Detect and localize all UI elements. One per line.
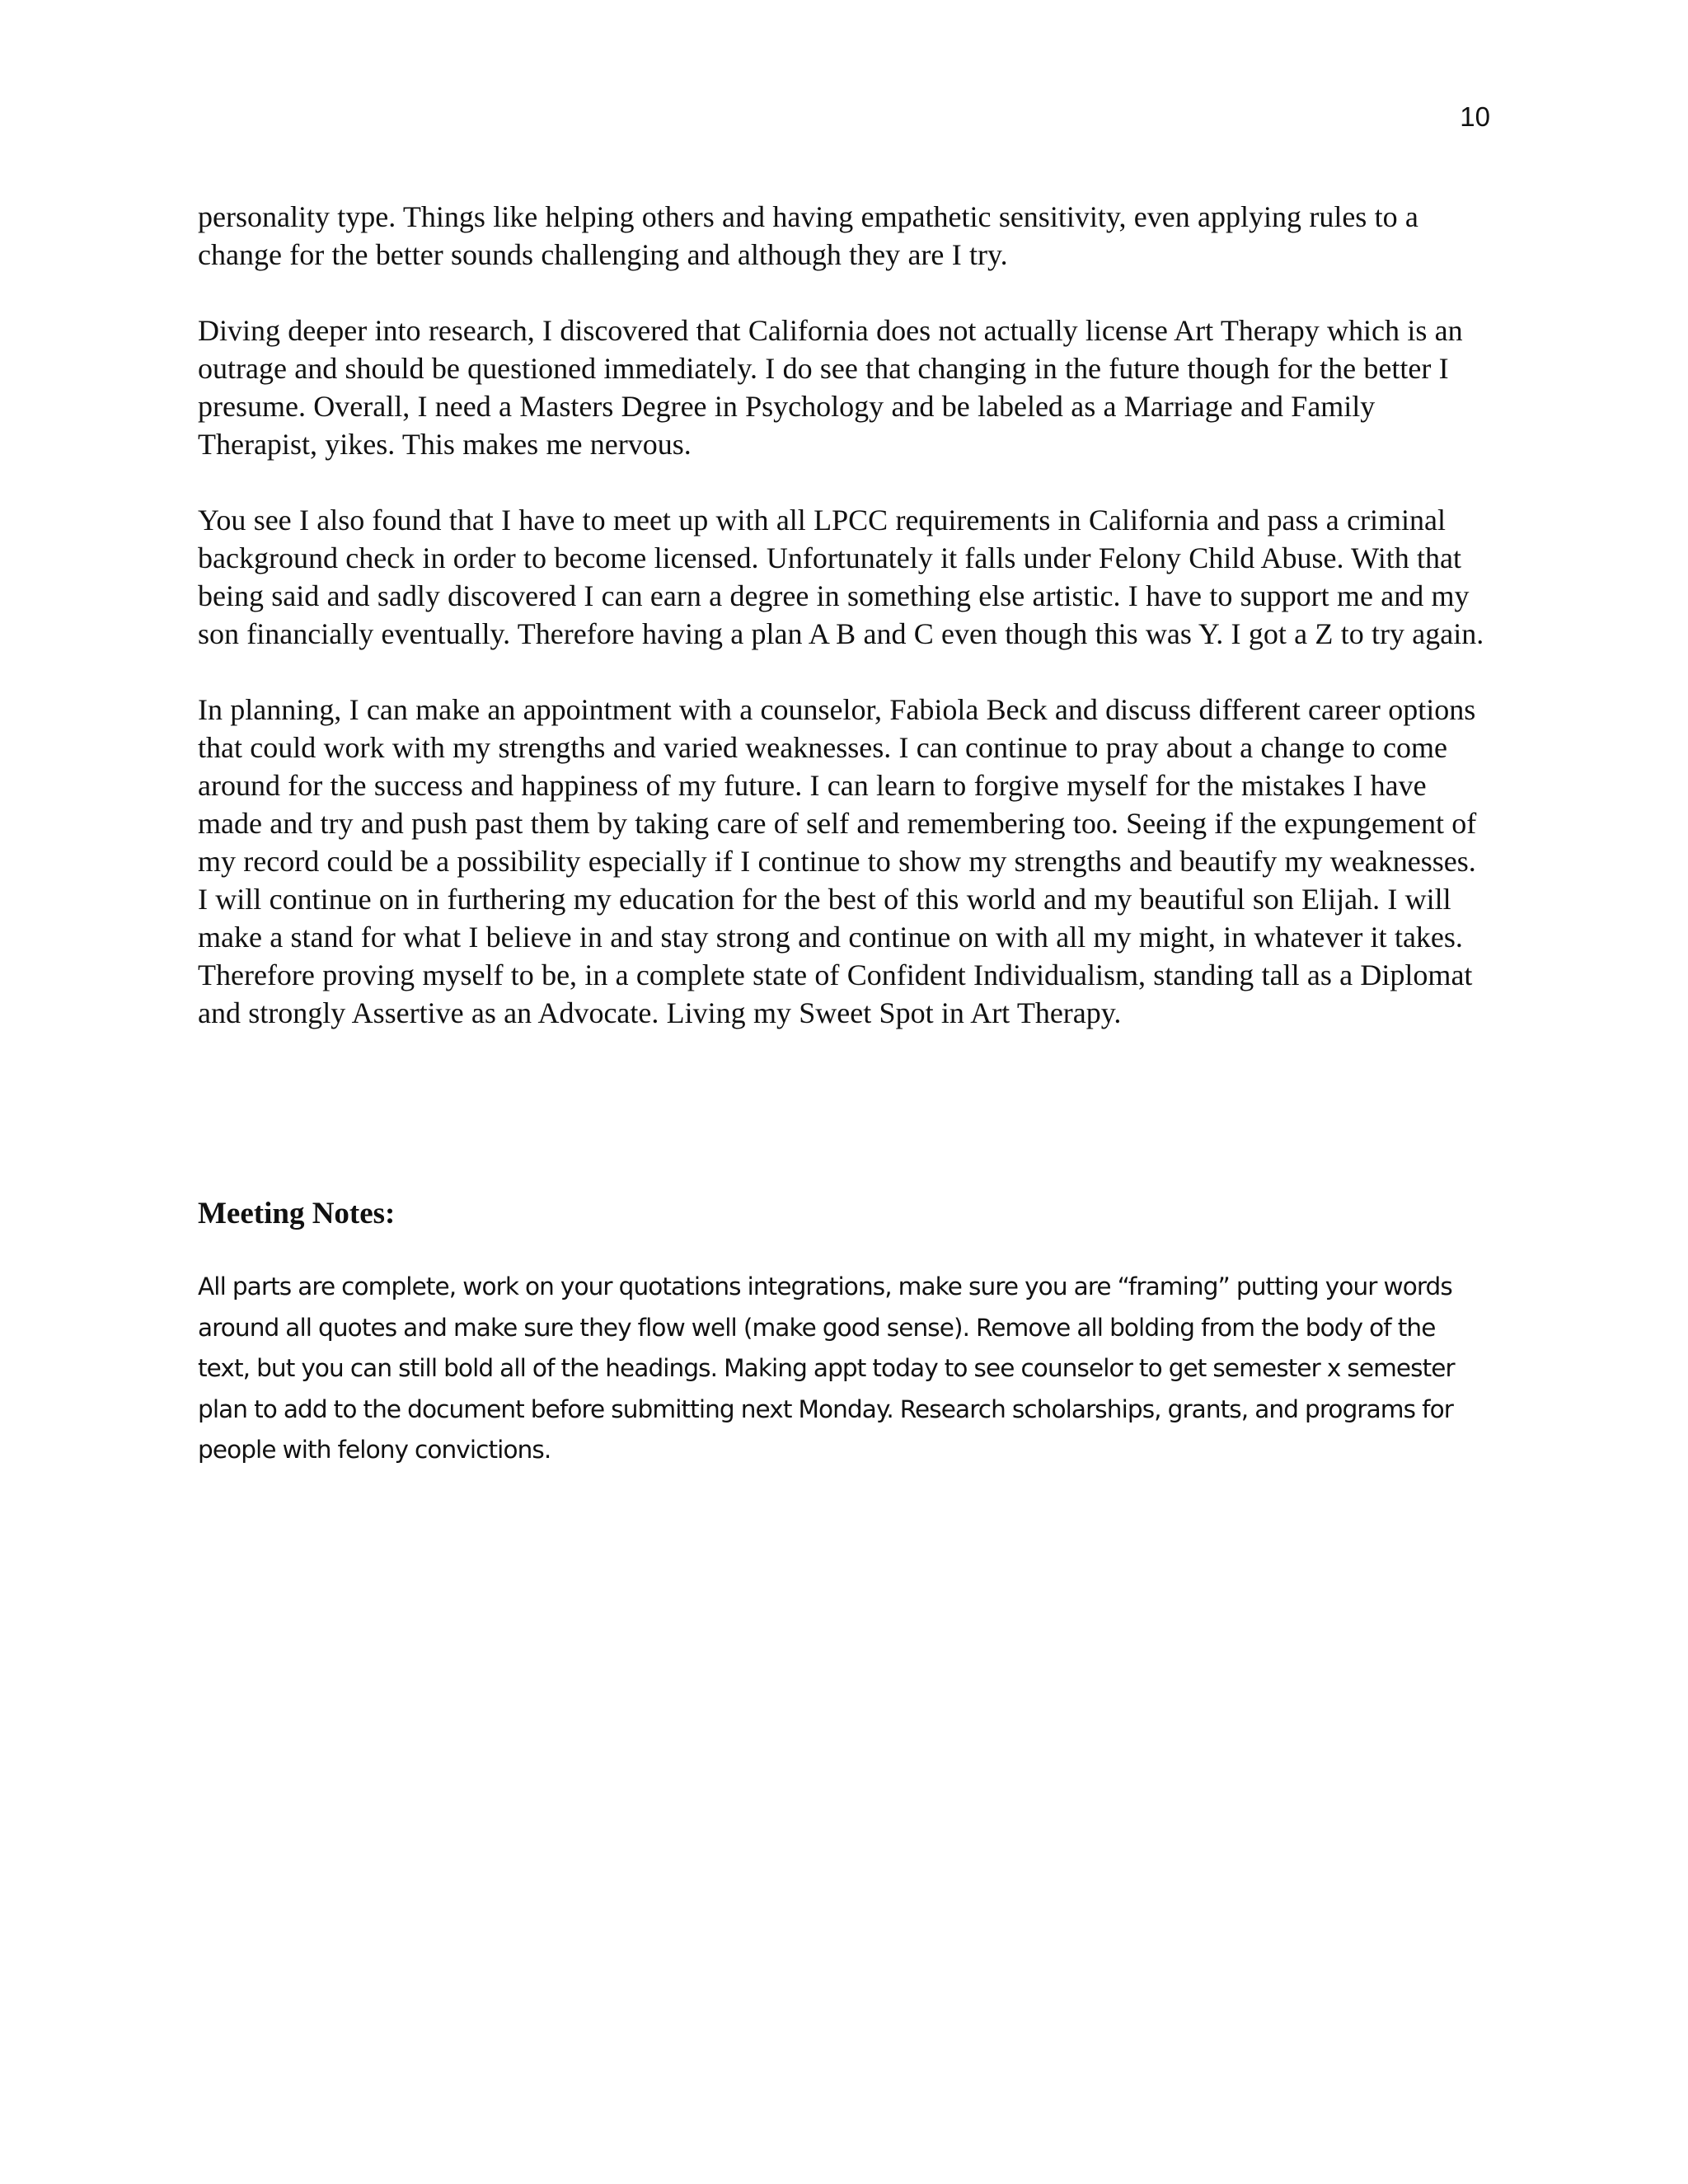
meeting-notes-heading: Meeting Notes: [198, 1197, 396, 1230]
page-number: 10 [1460, 101, 1490, 132]
paragraph-requirements: You see I also found that I have to meet up with all LPCC requirements in California and pass a criminal background check in order to become licensed. Unfortunately it falls under Felony Child Abuse. With that being said and sadly discovered I can earn a degree in something else artistic. I have to support me and my son financially eventually. Therefore having a plan A B and C even though this was Y. I got a Z to try again. [198, 504, 1484, 650]
paragraph-personality-type: personality type. Things like helping others and having empathetic sensitivity, even applying rules to a change for the better sounds challenging and although they are I try. [198, 200, 1418, 271]
paragraph-research: Diving deeper into research, I discovered that California does not actually license Art Therapy which is an outrage and should be questioned immediately. I do see that changing in the future though for the better I presume. Overall, I need a Masters Degree in Psychology and be labeled as a Marriage and Family Therapist, yikes. This makes me nervous. [198, 314, 1463, 461]
body-text [198, 198, 1492, 1070]
paragraph-planning: In planning, I can make an appointment with a counselor, Fabiola Beck and discuss different career options that could work with my strengths and varied weaknesses. I can continue to pray about a change to come around for the success and happiness of my future. I can learn to forgive myself for the mistakes I have made and try and push past them by taking care of self and remembering too. Seeing if the expungement of my record could be a possibility especially if I continue to show my strengths and beautify my weaknesses. I will continue on in furthering my education for the best of this world and my beautiful son Elijah. I will make a stand for what I believe in and stay strong and continue on with all my might, in whatever it takes. Therefore proving myself to be, in a complete state of Confident Individualism, standing tall as a Diplomat and strongly Assertive as an Advocate. Living my Sweet Spot in Art Therapy. [198, 693, 1477, 1029]
meeting-notes-text: All parts are complete, work on your quotations integrations, make sure you are “framing” putting your words around all quotes and make sure they flow well (make good sense). Remove all bolding from the body of the text, but you can still bold all of the headings. Making appt today to see counselor to get semester x semester plan to add to the document before submitting next Monday. Research scholarships, grants, and programs for people with felony convictions. [198, 1272, 1455, 1464]
